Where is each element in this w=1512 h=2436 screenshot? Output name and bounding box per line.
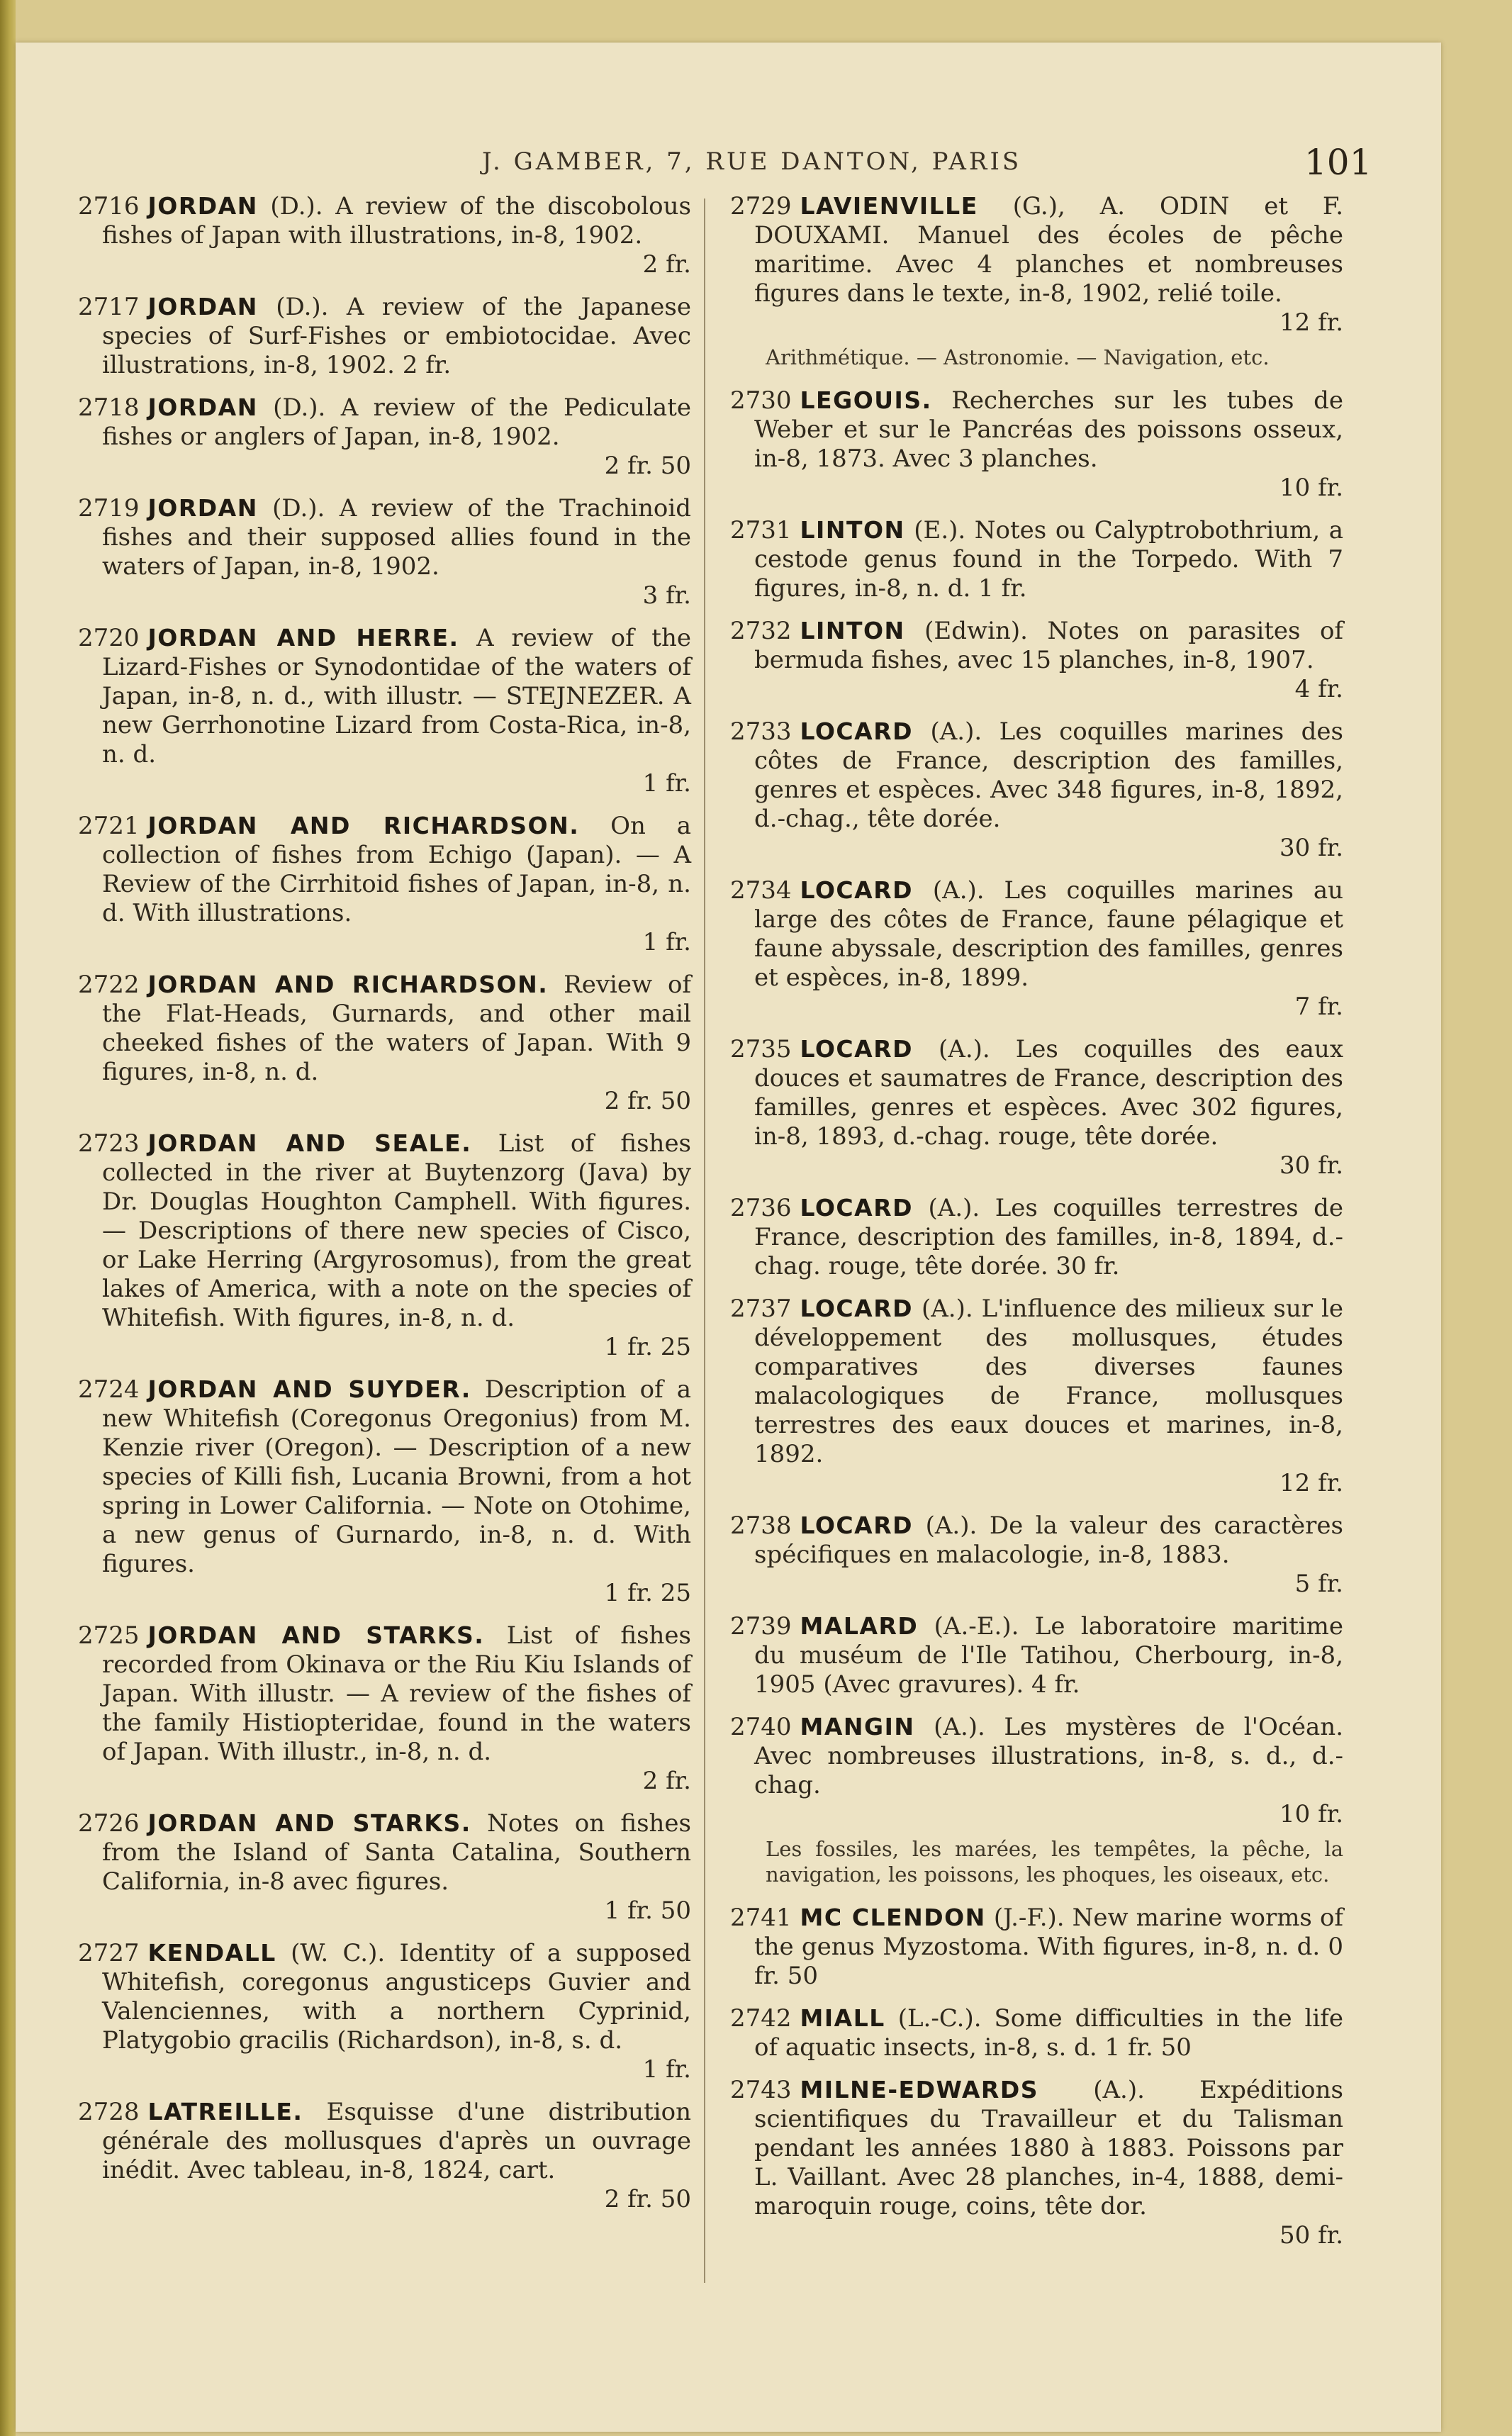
- entry-price: 2 fr.: [642, 1767, 691, 1795]
- entry-number: 2722: [78, 971, 140, 999]
- entry-number: 2720: [78, 624, 140, 652]
- catalog-entry: [730, 876, 1343, 1022]
- entry-price: 2 fr.: [642, 250, 691, 279]
- book-binding-edge: [0, 0, 16, 2436]
- entry-price: 10 fr.: [1279, 474, 1343, 502]
- entry-author: LOCARD: [800, 1295, 913, 1322]
- catalog-entry: [78, 393, 691, 481]
- entry-number: 2727: [78, 1939, 140, 1967]
- entry-author: JORDAN: [147, 293, 258, 320]
- catalog-entry: [78, 1809, 691, 1926]
- entry-description: Recherches sur les tubes de Weber et sur le Pancréas des poissons osseux, in-8, 1873. Avec 3 planches.: [754, 386, 1343, 473]
- entry-price: 2 fr. 50: [604, 452, 691, 480]
- entry-description: (E.). Notes ou Calyptrobothrium, a cestode genus found in the Torpedo. With 7 figures, in-8, n. d. 1 fr.: [754, 516, 1344, 603]
- entry-number: 2732: [730, 617, 792, 645]
- entry-number: 2719: [78, 494, 140, 523]
- catalog-entry: [78, 811, 691, 957]
- entry-description: List of fishes recorded from Okinava or the Riu Kiu Islands of Japan. With illustr. — A review of the fishes of the family Histiopteridae, found in the waters of Japan. With illustr., in-8, n. d.: [102, 1621, 691, 1766]
- catalog-entry: [730, 386, 1343, 503]
- right-column: [730, 191, 1343, 2263]
- entry-price: 1 fr. 25: [604, 1333, 691, 1361]
- entry-number: 2739: [730, 1612, 792, 1641]
- entry-author: LAVIENVILLE: [800, 192, 978, 220]
- catalog-entry: [730, 2075, 1343, 2250]
- entry-author: LOCARD: [800, 876, 913, 904]
- entry-description: (G.), A. ODIN et F. DOUXAMI. Manuel des écoles de pêche maritime. Avec 4 planches et nombreuses figures dans le texte, in-8, 1902, relié toile.: [754, 192, 1343, 308]
- entry-price: 10 fr.: [1279, 1800, 1343, 1828]
- entry-description: (D.). A review of the Pediculate fishes or anglers of Japan, in-8, 1902.: [102, 393, 691, 451]
- page-number: 101: [1304, 142, 1372, 183]
- entry-price: 3 fr.: [642, 581, 691, 610]
- catalog-entry: [730, 1511, 1343, 1599]
- entry-price: 1 fr.: [642, 769, 691, 798]
- entry-price: 1 fr. 50: [604, 1896, 691, 1925]
- entry-number: 2725: [78, 1621, 140, 1650]
- entry-author: JORDAN: [147, 494, 258, 522]
- entry-number: 2731: [730, 516, 792, 544]
- entry-description: (D.). A review of the discobolous fishes of Japan with illustrations, in-8, 1902.: [102, 192, 691, 250]
- catalog-entry: [78, 1621, 691, 1796]
- entry-price: 2 fr. 50: [604, 1087, 691, 1115]
- entry-number: 2728: [78, 2098, 140, 2126]
- entry-price: 7 fr.: [1294, 993, 1343, 1021]
- catalog-entry: [78, 1375, 691, 1608]
- entry-number: 2738: [730, 1512, 792, 1540]
- entry-author: MANGIN: [800, 1713, 915, 1741]
- entry-price: 5 fr.: [1294, 1570, 1343, 1598]
- entry-number: 2734: [730, 876, 792, 905]
- entry-number: 2733: [730, 717, 792, 746]
- entry-description: (Edwin). Notes on parasites of bermuda fishes, avec 15 planches, in-8, 1907.: [754, 617, 1343, 674]
- entry-description: (A.). Les coquilles terrestres de France, description des familles, in-8, 1894, d.-chag. rouge, tête dorée. 30 fr.: [754, 1194, 1343, 1280]
- catalog-entry: [78, 292, 691, 380]
- entry-author: JORDAN: [147, 192, 258, 220]
- catalog-entry: [730, 1611, 1343, 1699]
- catalog-entry: [78, 623, 691, 798]
- entry-description: (A.). Les coquilles marines des côtes de France, description des familles, genres et espèces. Avec 348 figures, in-8, 1892, d.-chag., tête dorée.: [754, 717, 1343, 833]
- catalog-entry: [730, 515, 1343, 603]
- entry-description: Esquisse d'une distribution générale des mollusques d'après un ouvrage inédit. Avec tableau, in-8, 1824, cart.: [102, 2098, 691, 2184]
- entry-number: 2736: [730, 1194, 792, 1222]
- entry-description: Review of the Flat-Heads, Gurnards, and other mail cheeked fishes of the waters of Japan. With 9 figures, in-8, n. d.: [102, 971, 692, 1086]
- entry-price: 50 fr.: [1279, 2221, 1343, 2250]
- entry-author: JORDAN AND SUYDER.: [147, 1375, 471, 1403]
- entry-author: LOCARD: [800, 1194, 913, 1222]
- entry-description: (J.-F.). New marine worms of the genus Myzostoma. With figures, in-8, n. d. 0 fr. 50: [754, 1904, 1343, 1990]
- entry-author: JORDAN: [147, 393, 258, 421]
- entry-description: (A.). Expéditions scientifiques du Travailleur et du Talisman pendant les années 1880 à 1883. Poissons par L. Vaillant. Avec 28 planches, in-4, 1888, demi-maroquin rouge, coins, tête dor.: [754, 2076, 1343, 2220]
- entry-author: MIALL: [800, 2004, 885, 2032]
- catalog-entry: [730, 616, 1343, 704]
- catalog-entry: [78, 191, 691, 279]
- catalog-entry: [730, 1193, 1343, 1281]
- left-column: [78, 191, 691, 2227]
- entry-description: Notes on fishes from the Island of Santa Catalina, Southern California, in-8 avec figures.: [102, 1809, 691, 1896]
- entry-description: Description of a new Whitefish (Coregonus Oregonius) from M. Kenzie river (Oregon). — Description of a new species of Killi fish, Lucania Browni, from a hot spring in Lower California. — Note on Otohime, a new genus of Gurnardo, in-8, n. d. With figures.: [102, 1375, 691, 1578]
- entry-number: 2740: [730, 1713, 792, 1741]
- entry-author: LOCARD: [800, 717, 913, 745]
- catalog-entry: [730, 1294, 1343, 1498]
- catalog-entry: [730, 2004, 1343, 2062]
- entry-author: JORDAN AND RICHARDSON.: [147, 971, 549, 998]
- entry-author: JORDAN AND RICHARDSON.: [147, 812, 580, 839]
- entry-description: (W. C.). Identity of a supposed Whitefish, coregonus angusticeps Guvier and Valenciennes, with a northern Cyprinid, Platygobio gracilis (Richardson), in-8, s. d.: [102, 1939, 691, 2055]
- entry-number: 2723: [78, 1129, 140, 1158]
- entry-author: LOCARD: [800, 1035, 913, 1063]
- catalog-entry: [78, 2097, 691, 2214]
- entry-author: JORDAN AND STARKS.: [147, 1809, 471, 1837]
- entry-number: 2717: [78, 293, 140, 321]
- entry-description: (A.-E.). Le laboratoire maritime du muséum de l'Ile Tatihou, Cherbourg, in-8, 1905 (Avec gravures). 4 fr.: [754, 1612, 1343, 1699]
- entry-price: 1 fr. 25: [604, 1579, 691, 1607]
- entry-number: 2730: [730, 386, 792, 415]
- entry-number: 2735: [730, 1035, 792, 1063]
- entry-number: 2742: [730, 2004, 792, 2033]
- entry-author: JORDAN AND HERRE.: [147, 624, 459, 652]
- entry-description: (L.-C.). Some difficulties in the life of aquatic insects, in-8, s. d. 1 fr. 50: [754, 2004, 1343, 2062]
- entry-author: MC CLENDON: [800, 1904, 986, 1931]
- catalog-entry: [730, 1712, 1343, 1829]
- entry-number: 2741: [730, 1904, 792, 1932]
- catalog-entry: [78, 1129, 691, 1362]
- catalog-entry: [78, 970, 691, 1116]
- catalog-entry: [730, 191, 1343, 337]
- entry-description: List of fishes collected in the river at Buytenzorg (Java) by Dr. Douglas Houghton Camphell. With figures. — Descriptions of there new species of Cisco, or Lake Herring (Argyrosomus), from the great lakes of America, with a note on the species of Whitefish. With figures, in-8, n. d.: [102, 1129, 692, 1332]
- entry-price: 12 fr.: [1279, 308, 1343, 337]
- entry-number: 2724: [78, 1375, 140, 1404]
- entry-price: 1 fr.: [642, 928, 691, 956]
- entry-author: LINTON: [800, 617, 905, 644]
- entry-author: MALARD: [800, 1612, 919, 1640]
- entry-description: A review of the Lizard-Fishes or Synodontidae of the waters of Japan, in-8, n. d., with illustr. — STEJNEZER. A new Gerrhonotine Lizard from Costa-Rica, in-8, n. d.: [102, 624, 691, 769]
- catalog-entry: [730, 1903, 1343, 1991]
- entry-description: (D.). A review of the Japanese species of Surf-Fishes or embiotocidae. Avec illustrations, in-8, 1902. 2 fr.: [102, 293, 691, 379]
- entry-price: 30 fr.: [1279, 1151, 1343, 1180]
- catalog-entry: [730, 1034, 1343, 1180]
- entry-description: (A.). Les mystères de l'Océan. Avec nombreuses illustrations, in-8, s. d., d.-chag.: [754, 1713, 1343, 1799]
- entry-author: JORDAN AND SEALE.: [147, 1129, 472, 1157]
- entry-description: (A.). L'influence des milieux sur le développement des mollusques, études comparatives des diverses faunes malacologiques de France, mollusques terrestres des eaux douces et marines, in-8, 1892.: [754, 1295, 1343, 1468]
- entry-number: 2729: [730, 192, 792, 220]
- entry-price: 30 fr.: [1279, 834, 1343, 862]
- catalog-entry: [78, 493, 691, 610]
- entry-description: On a collection of fishes from Echigo (Japan). — A Review of the Cirrhitoid fishes of Japan, in-8, n. d. With illustrations.: [102, 812, 691, 927]
- entry-price: 12 fr.: [1279, 1469, 1343, 1497]
- entry-price: 1 fr.: [642, 2055, 691, 2084]
- entry-note: Les fossiles, les marées, les tempêtes, la pêche, la navigation, les poissons, les phoques, les oiseaux, etc.: [766, 1837, 1343, 1887]
- entry-author: KENDALL: [147, 1939, 276, 1967]
- column-divider: [704, 199, 705, 2283]
- entry-number: 2743: [730, 2076, 792, 2104]
- entry-author: LINTON: [800, 516, 905, 544]
- entry-author: LEGOUIS.: [800, 386, 932, 414]
- catalog-entry: [78, 1938, 691, 2084]
- entry-number: 2737: [730, 1295, 792, 1323]
- entry-description: (A.). Les coquilles des eaux douces et saumatres de France, description des familles, genres et espèces. Avec 302 figures, in-8, 1893, d.-chag. rouge, tête dorée.: [754, 1035, 1343, 1151]
- entry-number: 2716: [78, 192, 140, 220]
- entry-number: 2721: [78, 812, 140, 840]
- entry-price: 4 fr.: [1294, 675, 1343, 703]
- catalog-entry: [730, 717, 1343, 863]
- entry-author: MILNE-EDWARDS: [800, 2076, 1038, 2103]
- entry-description: (D.). A review of the Trachinoid fishes and their supposed allies found in the waters of Japan, in-8, 1902.: [102, 494, 691, 581]
- running-head: J. GAMBER, 7, RUE DANTON, PARIS: [482, 147, 1022, 176]
- entry-note: Arithmétique. — Astronomie. — Navigation, etc.: [766, 345, 1270, 369]
- entry-author: JORDAN AND STARKS.: [147, 1621, 485, 1649]
- entry-author: LATREILLE.: [147, 2098, 303, 2125]
- entry-author: LOCARD: [800, 1512, 913, 1539]
- entry-price: 2 fr. 50: [604, 2185, 691, 2213]
- entry-description: (A.). De la valeur des caractères spécifiques en malacologie, in-8, 1883.: [754, 1512, 1343, 1569]
- entry-number: 2726: [78, 1809, 140, 1838]
- entry-description: (A.). Les coquilles marines au large des côtes de France, faune pélagique et faune abyssale, description des familles, genres et espèces, in-8, 1899.: [754, 876, 1343, 992]
- entry-number: 2718: [78, 393, 140, 422]
